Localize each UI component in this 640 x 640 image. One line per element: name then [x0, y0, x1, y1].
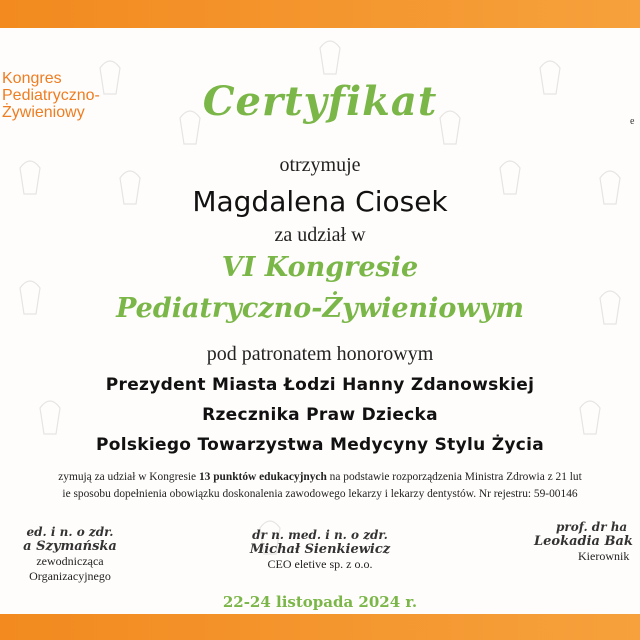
patron-2: Rzecznika Praw Dziecka — [202, 405, 438, 425]
signature-left-role-1: zewodnicząca — [36, 554, 104, 568]
signature-right-name: Leokadia Bak — [534, 534, 633, 549]
congress-name-line-1: VI Kongresie — [221, 252, 419, 283]
signature-center-role: CEO eletive sp. z o.o. — [267, 557, 373, 571]
signature-left-name: a Szymańska — [23, 539, 117, 554]
top-orange-band — [0, 0, 640, 28]
signature-center-degree: dr n. med. i n. o zdr. — [252, 528, 388, 542]
logo-line-2: Pediatryczno- — [2, 87, 100, 104]
legal-note-line-1 — [0, 471, 640, 483]
signature-block-center — [220, 528, 420, 572]
signature-right-role: Kierownik — [578, 549, 630, 563]
edge-text-fragment: e — [630, 116, 635, 127]
patron-3: Polskiego Towarzystwa Medycyny Stylu Życia — [95, 435, 545, 455]
signature-block-right — [520, 520, 640, 564]
congress-name-line-2: Pediatryczno-Żywieniowym — [116, 293, 524, 324]
certificate-sheet — [0, 28, 640, 614]
certificate-title: Certyfikat — [202, 78, 438, 125]
event-date: 22-24 listopada 2024 r. — [222, 593, 418, 611]
signature-center-name: Michał Sienkiewicz — [249, 542, 391, 557]
legal-note-line-2: ie sposobu dopełnienia obowiązku doskonalenia zawodowego lekarzy i lekarzy dentystów. Nr rejestru: 59-00146 — [62, 488, 578, 500]
recipient-name: Magdalena Ciosek — [192, 185, 448, 218]
signature-left-role-2: Organizacyjnego — [29, 569, 111, 583]
patronage-label: pod patronatem honorowym — [206, 343, 434, 365]
signature-right-degree: prof. dr ha — [556, 520, 628, 534]
bottom-orange-band — [0, 614, 640, 640]
logo-line-3: Żywieniowy — [2, 104, 85, 121]
patron-1: Prezydent Miasta Łodzi Hanny Zdanowskiej — [105, 375, 535, 395]
signature-left-degree: ed. i n. o zdr. — [26, 525, 114, 539]
receives-label: otrzymuje — [279, 154, 361, 176]
education-points: 13 punktów edukacyjnych — [198, 471, 327, 483]
legal-note-prefix: zymują za udział w Kongresie — [58, 471, 199, 483]
signature-block-left — [0, 525, 180, 584]
participation-label: za udział w — [274, 224, 366, 246]
legal-note-suffix: na podstawie rozporządzenia Ministra Zdrowia z 21 lut — [326, 471, 582, 483]
logo-line-1: Kongres — [2, 70, 62, 87]
